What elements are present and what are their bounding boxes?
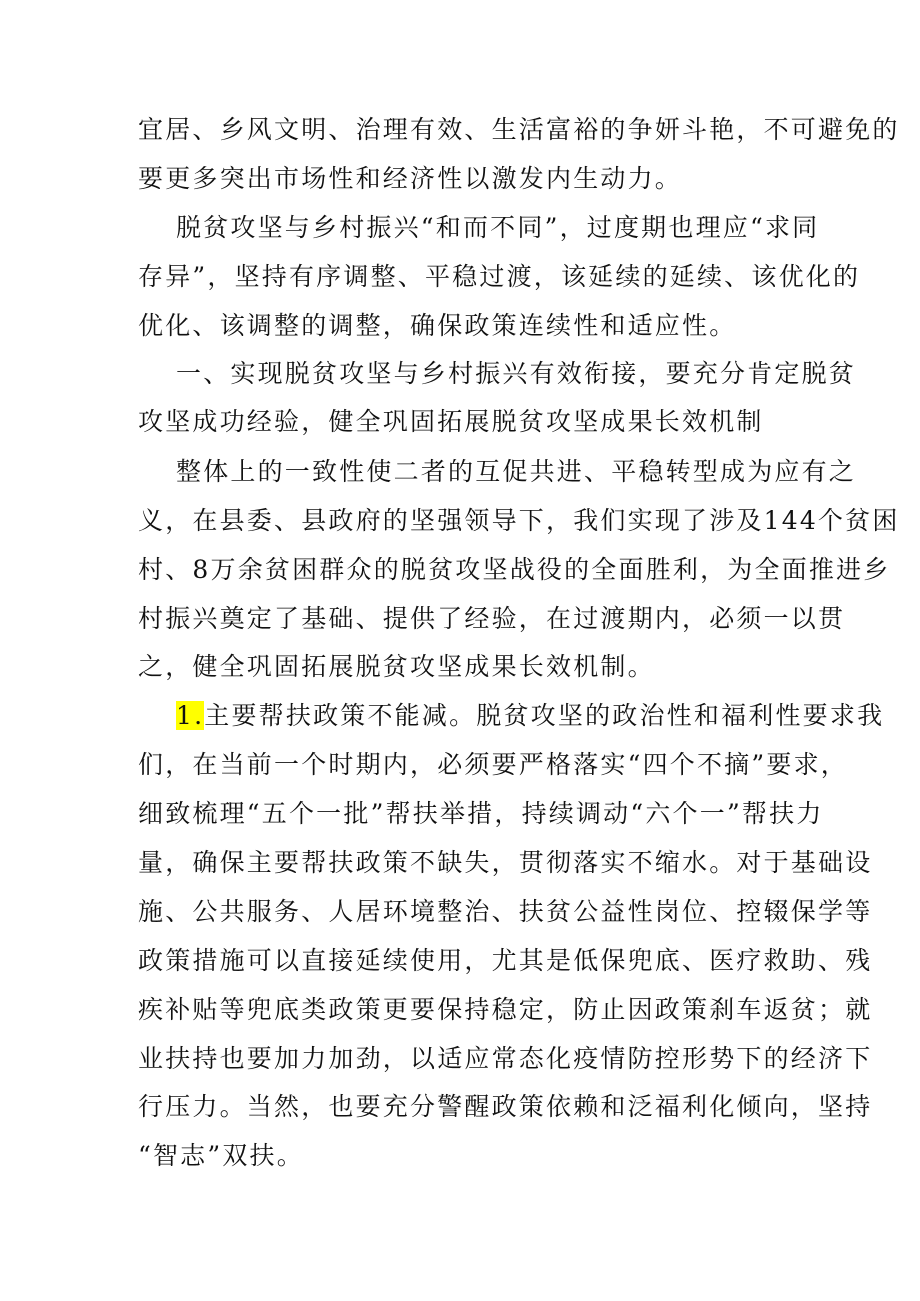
text-line: 疾补贴等兜底类政策更要保持稳定，防止因政策刹车返贫；就 bbox=[138, 995, 873, 1024]
text-line: 细致梳理“五个一批”帮扶举措，持续调动“六个一”帮扶力 bbox=[138, 799, 824, 828]
text-line: 量，确保主要帮扶政策不缺失，贯彻落实不缩水。对于基础设 bbox=[138, 848, 873, 877]
text-line: 政策措施可以直接延续使用，尤其是低保兜底、医疗救助、残 bbox=[138, 946, 873, 975]
text-line: 施、公共服务、人居环境整治、扶贫公益性岗位、控辍保学等 bbox=[138, 897, 873, 926]
text-line: 之，健全巩固拓展脱贫攻坚成果长效机制。 bbox=[138, 652, 655, 681]
section-heading-line: 一、实现脱贫攻坚与乡村振兴有效衔接，要充分肯定脱贫 bbox=[176, 359, 857, 388]
text-line: 脱贫攻坚与乡村振兴“和而不同”，过度期也理应“求同 bbox=[176, 213, 820, 242]
text-span: 主要帮扶政策不能减。脱贫攻坚的政治性和福利性要求我 bbox=[204, 701, 885, 730]
text-line: 要更多突出市场性和经济性以激发内生动力。 bbox=[138, 164, 683, 193]
text-line bbox=[176, 700, 884, 732]
text-line: 村振兴奠定了基础、提供了经验，在过渡期内，必须一以贯 bbox=[138, 604, 846, 633]
text-line: 整体上的一致性使二者的互促共进、平稳转型成为应有之 bbox=[176, 457, 857, 486]
text-line: 存异”，坚持有序调整、平稳过渡，该延续的延续、该优化的 bbox=[138, 262, 861, 291]
text-line: 优化、该调整的调整，确保政策连续性和适应性。 bbox=[138, 311, 737, 340]
list-marker-highlight: 1. bbox=[176, 701, 205, 730]
text-line: 们，在当前一个时期内，必须要严格落实“四个不摘”要求， bbox=[138, 750, 848, 779]
section-heading-line: 攻坚成功经验，健全巩固拓展脱贫攻坚成果长效机制 bbox=[138, 407, 764, 436]
text-line: 宜居、乡风文明、治理有效、生活富裕的争妍斗艳，不可避免的 bbox=[138, 115, 900, 144]
text-line: 业扶持也要加力加劲，以适应常态化疫情防控形势下的经济下 bbox=[138, 1044, 873, 1073]
text-line: “智志”双扶。 bbox=[138, 1141, 304, 1170]
text-line: 行压力。当然，也要充分警醒政策依赖和泛福利化倾向，坚持 bbox=[138, 1092, 873, 1121]
text-line: 村、8万余贫困群众的脱贫攻坚战役的全面胜利，为全面推进乡 bbox=[138, 555, 891, 584]
text-line: 义，在县委、县政府的坚强领导下，我们实现了涉及144个贫困 bbox=[138, 506, 900, 535]
